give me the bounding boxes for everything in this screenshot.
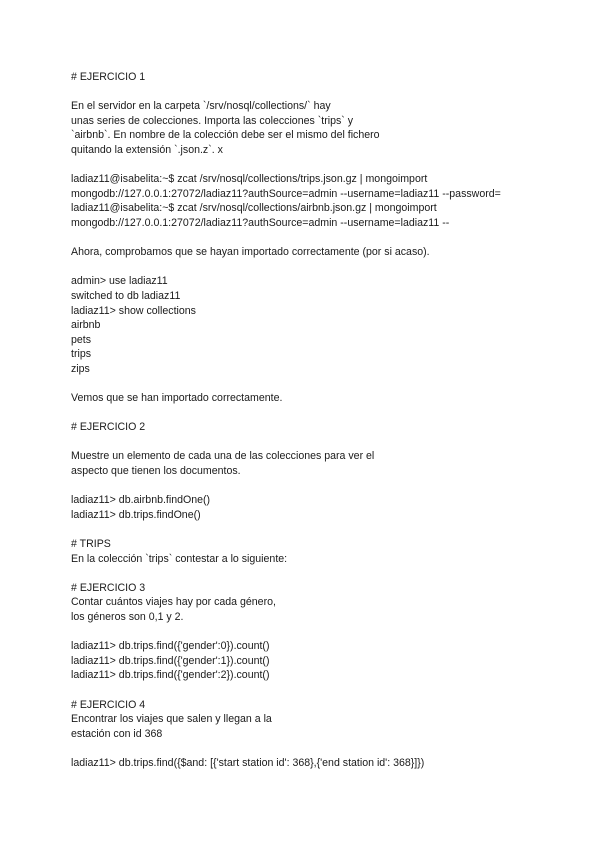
text-line: En el servidor en la carpeta `/srv/nosql/collections/` hay [71, 100, 331, 113]
text-line: mongodb://127.0.0.1:27072/ladiaz11?authSource=admin --username=ladiaz11 --password= [71, 187, 501, 200]
text-line: # EJERCICIO 1 [71, 71, 146, 83]
paragraph-gap [71, 522, 591, 537]
paragraph-gap [71, 406, 591, 421]
text-line: Contar cuántos viajes hay por cada género, [71, 596, 276, 609]
text-line: Ahora, comprobamos que se hayan importado correctamente (por si acaso). [71, 246, 430, 259]
text-line: mongodb://127.0.0.1:27072/ladiaz11?authSource=admin --username=ladiaz11 -- [71, 216, 450, 229]
text-line: # EJERCICIO 3 [71, 581, 146, 594]
paragraph-gap [71, 158, 591, 173]
text-line: Vemos que se han importado correctamente. [71, 392, 283, 405]
text-line: pets [71, 333, 92, 346]
text-line: # EJERCICIO 4 [71, 698, 146, 711]
text-line: trips [71, 348, 92, 361]
text-line: ladiaz11@isabelita:~$ zcat /srv/nosql/collections/airbnb.json.gz | mongoimport [71, 202, 437, 215]
text-line: ladiaz11> db.trips.find({'gender':0}).count() [71, 640, 270, 653]
document-page [71, 70, 591, 771]
paragraph-gap [71, 376, 591, 391]
text-line: ladiaz11> db.trips.find({'gender':2}).count() [71, 669, 270, 682]
text-line: zips [71, 362, 90, 375]
text-line: estación con id 368 [71, 727, 163, 740]
paragraph-gap [71, 231, 591, 246]
text-line: En la colección `trips` contestar a lo siguiente: [71, 552, 288, 565]
paragraph-gap [71, 566, 591, 581]
text-line: ladiaz11> show collections [71, 304, 196, 317]
text-line: ladiaz11> db.trips.find({'gender':1}).count() [71, 654, 270, 667]
paragraph-gap [71, 741, 591, 756]
text-line: quitando la extensión `.json.z`. x [71, 143, 223, 156]
text-line: los géneros son 0,1 y 2. [71, 610, 184, 623]
text-line: # EJERCICIO 2 [71, 421, 146, 434]
paragraph-gap [71, 683, 591, 698]
text-line: ladiaz11> db.trips.findOne() [71, 508, 201, 521]
text-line: # TRIPS [71, 538, 111, 550]
text-line: Muestre un elemento de cada una de las colecciones para ver el [71, 450, 375, 463]
text-line: Encontrar los viajes que salen y llegan a la [71, 713, 272, 726]
paragraph-gap [71, 625, 591, 640]
text-line: unas series de colecciones. Importa las colecciones `trips` y [71, 114, 354, 127]
text-line: airbnb [71, 319, 101, 332]
text-line: admin> use ladiaz11 [71, 275, 168, 288]
paragraph-gap [71, 260, 591, 275]
text-line: switched to db ladiaz11 [71, 289, 181, 302]
text-line: ladiaz11> db.airbnb.findOne() [71, 494, 211, 507]
text-line: aspecto que tienen los documentos. [71, 465, 241, 478]
text-line: ladiaz11@isabelita:~$ zcat /srv/nosql/collections/trips.json.gz | mongoimport [71, 173, 428, 186]
paragraph-gap [71, 85, 591, 100]
paragraph-gap [71, 435, 591, 450]
text-line: `airbnb`. En nombre de la colección debe ser el mismo del fichero [71, 129, 380, 142]
text-line: ladiaz11> db.trips.find({$and: [{'start station id': 368},{'end station id': 368}]}) [71, 756, 425, 769]
paragraph-gap [71, 479, 591, 494]
